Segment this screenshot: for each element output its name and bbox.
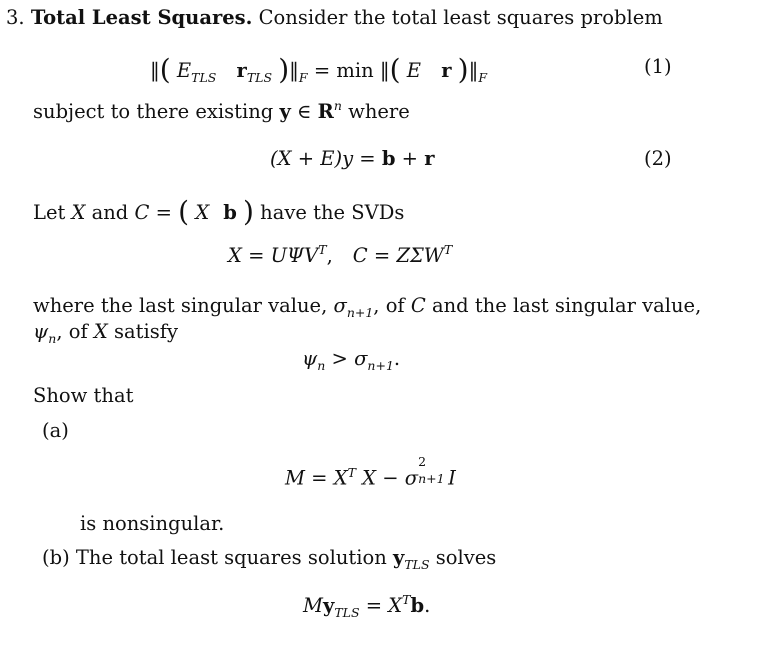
svd-left: X = UΨV <box>228 244 319 267</box>
subject-line <box>33 98 410 123</box>
equation-1-number: (1) <box>644 55 672 78</box>
ineq-sigma: σ <box>354 347 368 370</box>
eq1-F2: F <box>478 70 488 85</box>
part-a-eq-lhs: M = X <box>285 466 348 490</box>
let-paren-close: ) <box>243 195 254 228</box>
where-psi-sub: n <box>48 331 57 346</box>
where-C: C <box>410 294 426 317</box>
eq1-r2: r <box>441 59 452 82</box>
subject-y: y <box>279 100 291 123</box>
eq1-E-sub: TLS <box>191 70 217 85</box>
eq1-F: F <box>298 70 308 85</box>
eq1-norm-open: ‖ <box>150 59 160 82</box>
svd-right: C = ZΣW <box>352 244 444 267</box>
svd-comma: , <box>326 244 333 267</box>
eq1-r: r <box>236 59 247 82</box>
let-line <box>33 195 405 228</box>
part-b-text1: The total least squares solution <box>75 546 393 569</box>
part-b-eq-mid: = X <box>359 594 403 617</box>
svd-equation <box>228 242 453 267</box>
let-X2: X <box>195 201 210 224</box>
subject-in: ∈ <box>290 100 318 123</box>
part-a-text: is nonsingular. <box>80 512 225 535</box>
eq1-equals-min: = min <box>313 59 374 82</box>
where-psi: ψ <box>33 320 49 343</box>
part-a-eq-sup: 2 <box>418 454 427 469</box>
eq2-plus: + <box>395 147 425 170</box>
part-b-y: y <box>392 546 405 569</box>
eq1-E2: E <box>406 59 421 82</box>
where-text-b: , of <box>373 294 411 317</box>
eq1-paren-close-2: ) <box>457 53 469 86</box>
where-sigma-sub: n+1 <box>346 305 374 320</box>
equation-2-number: (2) <box>644 147 672 170</box>
where-X: X <box>93 320 108 343</box>
ineq-sigma-sub: n+1 <box>367 358 394 373</box>
where-line-2 <box>33 320 178 346</box>
subject-R: R <box>317 100 334 123</box>
eq1-norm-close-2: ‖ <box>468 59 479 82</box>
equation-2 <box>270 149 435 169</box>
part-b-label: (b) <box>42 546 70 569</box>
problem-intro: Consider the total least squares problem <box>258 6 663 29</box>
where-text-e: satisfy <box>107 320 178 343</box>
where-text-d: , of <box>56 320 94 343</box>
eq1-paren-open-2: ( <box>389 53 401 86</box>
part-b-y-sub: TLS <box>404 557 430 572</box>
let-b: b <box>223 201 237 224</box>
part-b-line <box>42 546 497 572</box>
subject-n: n <box>333 98 342 113</box>
let-and: and <box>85 201 135 224</box>
part-a-eq-scripts <box>418 454 448 486</box>
part-a-eq-X: X − σ <box>355 466 419 490</box>
part-b-text2: solves <box>429 546 497 569</box>
where-text-c: and the last singular value, <box>425 294 702 317</box>
subject-text2: where <box>341 100 410 123</box>
eq1-E: E <box>176 59 192 82</box>
where-line-1 <box>33 294 702 320</box>
part-b-eq-y: y <box>322 594 335 617</box>
svd-T1: T <box>318 242 327 257</box>
let-eq: = <box>149 201 179 224</box>
subject-text1: subject to there existing <box>33 100 280 123</box>
where-text-a: where the last singular value, <box>33 294 334 317</box>
ineq-psi: ψ <box>302 347 318 370</box>
let-paren-open: ( <box>178 195 190 228</box>
problem-title: Total Least Squares. <box>30 6 253 29</box>
part-b-equation <box>303 592 431 620</box>
part-a-eq-I: I <box>448 466 456 490</box>
eq1-paren-close: ) <box>278 53 290 86</box>
show-that: Show that <box>33 384 134 407</box>
part-a-eq-sub: n+1 <box>418 471 445 486</box>
svd-T2: T <box>443 242 453 257</box>
part-b-eq-b: b <box>410 594 425 617</box>
problem-number: 3. <box>6 6 25 29</box>
eq1-norm-close: ‖ <box>289 59 299 82</box>
ineq-gt: > <box>325 347 355 370</box>
let-C: C <box>134 201 150 224</box>
inequality <box>302 347 401 373</box>
problem-header <box>6 8 663 28</box>
part-a-eq-T: T <box>347 464 356 480</box>
eq1-norm-open-2: ‖ <box>379 59 390 82</box>
eq2-lhs: (X + E)y = <box>270 147 382 170</box>
ineq-dot: . <box>393 347 401 370</box>
eq1-paren-open: ( <box>159 53 171 86</box>
ineq-psi-sub: n <box>317 358 326 373</box>
part-b-eq-y-sub: TLS <box>334 605 360 620</box>
part-b-eq-M: M <box>303 594 323 617</box>
part-b-eq-dot: . <box>424 594 431 617</box>
eq2-b: b <box>381 147 396 170</box>
eq2-r: r <box>424 147 435 170</box>
part-a-label: (a) <box>42 419 69 442</box>
let-X: X <box>71 201 86 224</box>
let-text1: Let <box>33 201 72 224</box>
equation-1 <box>150 53 488 86</box>
part-a-equation <box>285 454 456 490</box>
where-sigma: σ <box>333 294 347 317</box>
eq1-r-sub: TLS <box>246 70 273 85</box>
part-b-eq-T: T <box>402 592 411 607</box>
let-text2: have the SVDs <box>253 201 405 224</box>
